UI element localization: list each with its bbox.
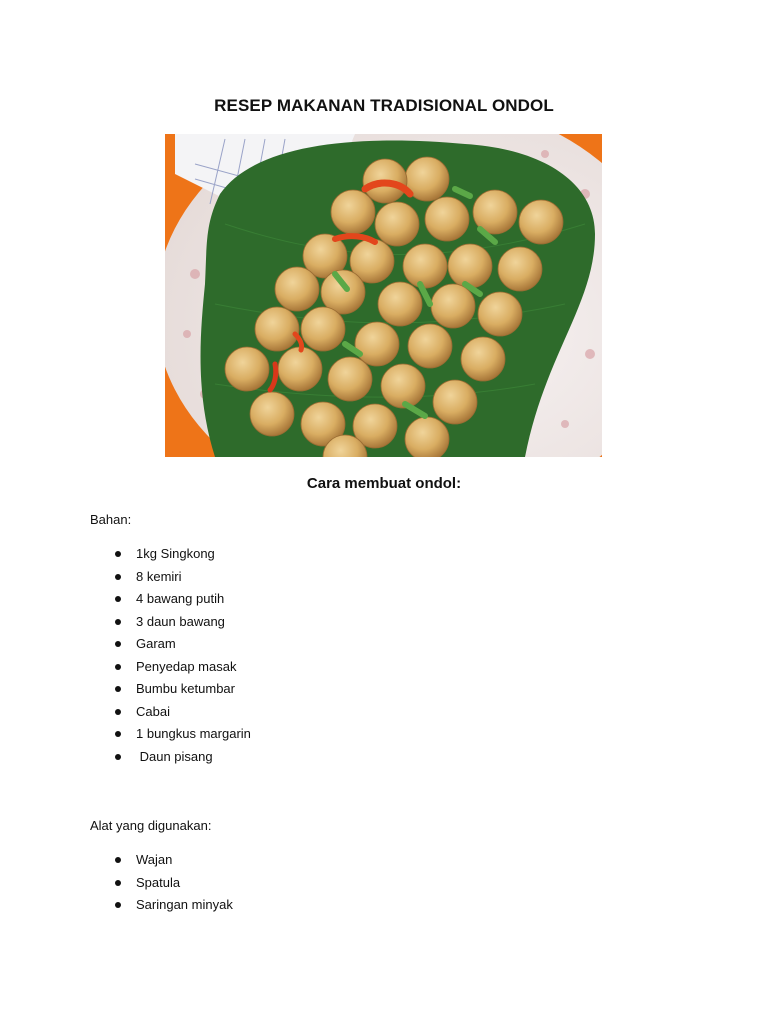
ondol-ball <box>275 267 319 311</box>
ingredients-list <box>90 543 251 768</box>
ondol-ball <box>328 357 372 401</box>
page-title: RESEP MAKANAN TRADISIONAL ONDOL <box>214 96 554 115</box>
ondol-ball <box>478 292 522 336</box>
ingredient-item <box>90 656 251 679</box>
ondol-ball <box>425 197 469 241</box>
ingredient-item-text: Penyedap masak <box>136 658 237 674</box>
ondol-ball <box>433 380 477 424</box>
bullet-icon <box>115 664 121 670</box>
ondol-ball <box>378 282 422 326</box>
ingredient-item <box>90 611 251 634</box>
section-subtitle: Cara membuat ondol: <box>306 475 462 492</box>
bullet-icon <box>115 686 121 692</box>
tool-item-text: Spatula <box>136 874 181 890</box>
ondol-ball <box>519 200 563 244</box>
ingredient-item <box>90 566 251 589</box>
ondol-ball <box>498 247 542 291</box>
bullet-icon <box>115 902 121 908</box>
ingredient-item <box>90 746 251 769</box>
ingredient-item-text: 1 bungkus margarin <box>136 726 251 741</box>
ondol-ball <box>448 244 492 288</box>
ingredient-item-text: Bumbu ketumbar <box>136 681 235 696</box>
tool-item <box>90 849 233 872</box>
bullet-icon <box>115 857 121 863</box>
food-photo-illustration <box>165 134 602 457</box>
ondol-ball <box>301 307 345 351</box>
ingredient-item-text: Garam <box>136 636 176 651</box>
ingredient-item <box>90 543 251 566</box>
ingredient-item-text: 1kg Singkong <box>136 546 215 561</box>
ondol-ball <box>355 322 399 366</box>
ondol-ball <box>408 324 452 368</box>
ingredient-item-text: Daun pisang <box>136 748 213 764</box>
ingredients-label: Bahan: <box>90 512 132 527</box>
ondol-ball <box>461 337 505 381</box>
ondol-ball <box>405 417 449 457</box>
bullet-icon <box>115 551 121 557</box>
tools-label: Alat yang digunakan: <box>90 818 212 833</box>
tool-item-text: Wajan <box>136 852 173 867</box>
ondol-ball <box>250 392 294 436</box>
ondol-ball <box>255 307 299 351</box>
ingredient-item-text: 4 bawang putih <box>136 591 225 606</box>
ingredient-item-text: Cabai <box>136 703 170 719</box>
tool-item <box>90 872 233 895</box>
ingredient-item <box>90 678 251 701</box>
ingredient-item <box>90 723 251 746</box>
bullet-icon <box>115 596 121 602</box>
bullet-icon <box>115 619 121 625</box>
food-photo <box>165 134 602 457</box>
bullet-icon <box>115 880 121 886</box>
bullet-icon <box>115 754 121 760</box>
ondol-ball <box>225 347 269 391</box>
ingredient-item-text: 3 daun bawang <box>136 613 225 629</box>
ondol-ball <box>403 244 447 288</box>
ondol-ball <box>431 284 475 328</box>
ingredient-item-text: 8 kemiri <box>136 568 182 584</box>
tool-item-text: Saringan minyak <box>136 897 233 912</box>
ingredient-item <box>90 633 251 656</box>
bullet-icon <box>115 731 121 737</box>
ondol-ball <box>375 202 419 246</box>
ondol-ball <box>278 347 322 391</box>
ingredient-item <box>90 701 251 724</box>
ondol-ball <box>381 364 425 408</box>
bullet-icon <box>115 709 121 715</box>
ondol-ball <box>331 190 375 234</box>
ingredient-item <box>90 588 251 611</box>
bullet-icon <box>115 641 121 647</box>
tools-list <box>90 849 233 917</box>
bullet-icon <box>115 574 121 580</box>
tool-item <box>90 894 233 917</box>
